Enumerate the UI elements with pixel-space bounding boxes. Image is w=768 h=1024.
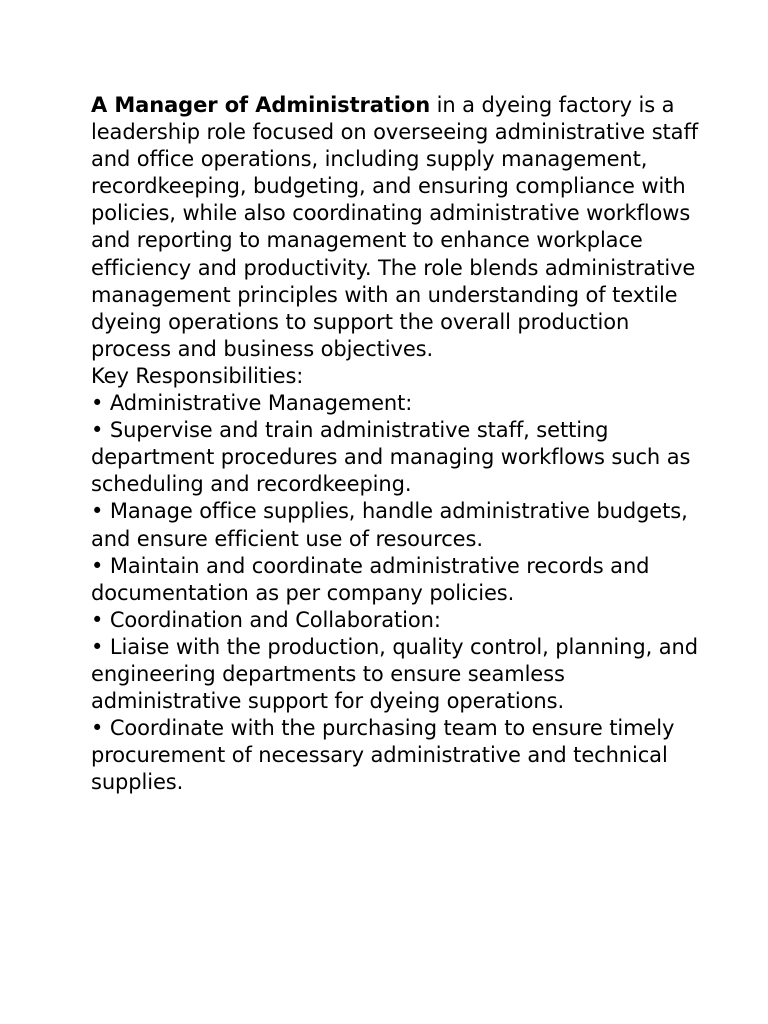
intro-body: in a dyeing factory is a leadership role focused on overseeing administrative staff and office operations, including supply management, recordkeeping, budgeting, and ensuring compliance with policies, while also coordinating administrative workflows and reporting to management to enhance workplace efficiency and productivity. The role blends administrative management principles with an understanding of textile dyeing operations to support the overall production process and business objectives. xyxy=(91,93,699,361)
section-heading-coordination: • Coordination and Collaboration: xyxy=(91,607,441,632)
bullet-manage-supplies: • Manage office supplies, handle administrative budgets, and ensure efficient use of resources. xyxy=(91,499,688,551)
intro-title: A Manager of Administration xyxy=(91,93,431,117)
document-page xyxy=(91,92,701,796)
intro-paragraph xyxy=(91,92,701,363)
section-heading-administrative-management: • Administrative Management: xyxy=(91,391,413,416)
bullet-liaise-departments: • Liaise with the production, quality control, planning, and engineering departments to ensure seamless administrative support for dyeing operations. xyxy=(91,634,698,714)
bullet-coordinate-purchasing: • Coordinate with the purchasing team to ensure timely procurement of necessary administrative and technical supplies. xyxy=(91,716,675,795)
bullet-maintain-records: • Maintain and coordinate administrative records and documentation as per company policies. xyxy=(91,553,650,605)
responsibilities-heading: Key Responsibilities: xyxy=(91,363,304,388)
bullet-supervise-staff: • Supervise and train administrative staff, setting department procedures and managing workflows such as scheduling and recordkeeping. xyxy=(91,418,691,497)
